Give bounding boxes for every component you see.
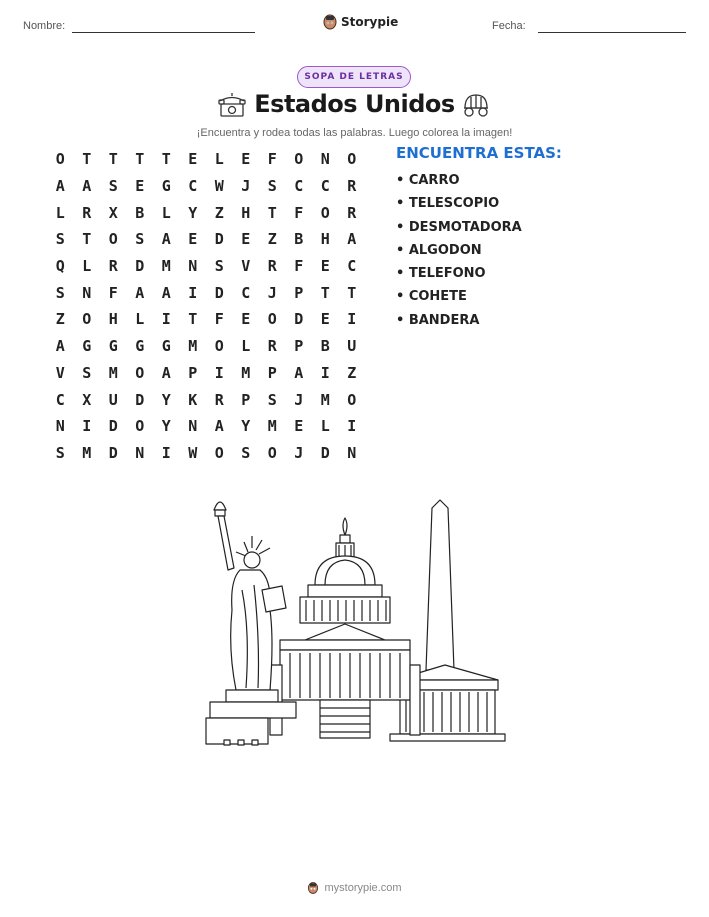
brand-logo <box>323 13 398 31</box>
grid-cell[interactable]: F <box>294 257 304 276</box>
storypie-mascot-icon <box>307 881 319 895</box>
grid-cell[interactable]: S <box>214 257 224 276</box>
grid-cell[interactable]: H <box>108 310 118 329</box>
grid-cell[interactable]: Z <box>214 203 224 222</box>
grid-cell[interactable]: F <box>294 203 304 222</box>
grid-cell[interactable]: L <box>214 150 224 169</box>
grid-cell[interactable]: T <box>267 203 277 222</box>
grid-cell[interactable]: T <box>108 150 118 169</box>
grid-cell[interactable]: J <box>294 390 304 409</box>
grid-cell[interactable]: R <box>267 337 277 356</box>
grid-cell[interactable]: S <box>55 230 65 249</box>
footer <box>0 881 709 895</box>
grid-cell[interactable]: E <box>320 310 330 329</box>
grid-cell[interactable]: I <box>320 363 330 382</box>
grid-cell[interactable]: O <box>135 417 145 436</box>
grid-cell[interactable]: D <box>320 443 330 462</box>
grid-cell[interactable]: A <box>82 177 92 196</box>
grid-cell[interactable]: E <box>241 150 251 169</box>
grid-cell[interactable]: S <box>267 390 277 409</box>
grid-cell[interactable]: W <box>214 177 224 196</box>
grid-cell[interactable]: G <box>108 337 118 356</box>
grid-cell[interactable]: T <box>161 150 171 169</box>
word-list-item: • COHETE <box>396 289 467 305</box>
grid-cell[interactable]: A <box>135 283 145 302</box>
grid-cell[interactable]: X <box>82 390 92 409</box>
grid-cell[interactable]: J <box>267 283 277 302</box>
grid-cell[interactable]: C <box>347 257 357 276</box>
grid-cell[interactable]: G <box>161 337 171 356</box>
grid-cell[interactable]: M <box>320 390 330 409</box>
grid-cell[interactable]: O <box>214 443 224 462</box>
word-list-item: • TELESCOPIO <box>396 196 500 212</box>
grid-cell[interactable]: R <box>347 203 357 222</box>
grid-cell[interactable]: C <box>241 283 251 302</box>
grid-cell[interactable]: R <box>82 203 92 222</box>
grid-cell[interactable]: E <box>188 230 198 249</box>
grid-cell[interactable]: A <box>214 417 224 436</box>
grid-cell[interactable]: I <box>347 417 357 436</box>
grid-cell[interactable]: J <box>294 443 304 462</box>
name-line[interactable] <box>72 32 255 33</box>
grid-cell[interactable]: M <box>161 257 171 276</box>
grid-cell[interactable]: C <box>294 177 304 196</box>
grid-cell[interactable]: E <box>294 417 304 436</box>
grid-cell[interactable]: E <box>241 310 251 329</box>
grid-cell[interactable]: C <box>320 177 330 196</box>
grid-cell[interactable]: Z <box>55 310 65 329</box>
grid-cell[interactable]: I <box>161 310 171 329</box>
grid-cell[interactable]: D <box>108 443 118 462</box>
grid-cell[interactable]: N <box>347 443 357 462</box>
grid-cell[interactable]: B <box>294 230 304 249</box>
grid-cell[interactable]: S <box>267 177 277 196</box>
grid-cell[interactable]: I <box>214 363 224 382</box>
grid-cell[interactable]: M <box>82 443 92 462</box>
grid-cell[interactable]: D <box>214 283 224 302</box>
grid-cell[interactable]: Q <box>55 257 65 276</box>
grid-cell[interactable]: F <box>267 150 277 169</box>
grid-cell[interactable]: Y <box>241 417 251 436</box>
grid-cell[interactable]: R <box>347 177 357 196</box>
grid-cell[interactable]: P <box>188 363 198 382</box>
grid-cell[interactable]: O <box>55 150 65 169</box>
grid-cell[interactable]: F <box>214 310 224 329</box>
grid-cell[interactable]: F <box>108 283 118 302</box>
grid-cell[interactable]: E <box>241 230 251 249</box>
grid-cell[interactable]: I <box>161 443 171 462</box>
grid-cell[interactable]: I <box>188 283 198 302</box>
grid-cell[interactable]: D <box>108 417 118 436</box>
grid-cell[interactable]: H <box>320 230 330 249</box>
grid-cell[interactable]: Z <box>347 363 357 382</box>
grid-cell[interactable]: O <box>82 310 92 329</box>
brand-name: Storypie <box>341 15 399 29</box>
grid-cell[interactable]: A <box>347 230 357 249</box>
grid-cell[interactable]: B <box>135 203 145 222</box>
grid-cell[interactable]: E <box>135 177 145 196</box>
grid-cell[interactable]: T <box>135 150 145 169</box>
grid-cell[interactable]: M <box>188 337 198 356</box>
grid-cell[interactable]: Z <box>267 230 277 249</box>
grid-cell[interactable]: L <box>320 417 330 436</box>
grid-cell[interactable]: I <box>347 310 357 329</box>
grid-cell[interactable]: A <box>161 283 171 302</box>
storypie-mascot-icon <box>323 13 337 31</box>
grid-cell[interactable]: S <box>135 230 145 249</box>
grid-cell[interactable]: I <box>82 417 92 436</box>
grid-cell[interactable]: L <box>135 310 145 329</box>
instructions: ¡Encuentra y rodea todas las palabras. Luego colorea la imagen! <box>196 127 513 139</box>
word-list-item: • DESMOTADORA <box>396 219 522 235</box>
word-list-item: • BANDERA <box>396 312 480 328</box>
grid-cell[interactable]: L <box>241 337 251 356</box>
grid-cell[interactable]: V <box>55 363 65 382</box>
word-list-item: • TELEFONO <box>396 266 486 282</box>
footer-url[interactable]: mystorypie.com <box>324 882 402 894</box>
grid-cell[interactable]: T <box>188 310 198 329</box>
grid-cell[interactable]: D <box>294 310 304 329</box>
grid-cell[interactable]: U <box>108 390 118 409</box>
grid-cell[interactable]: L <box>82 257 92 276</box>
grid-cell[interactable]: O <box>347 150 357 169</box>
grid-cell[interactable]: E <box>320 257 330 276</box>
grid-cell[interactable]: L <box>161 203 171 222</box>
grid-cell[interactable]: T <box>320 283 330 302</box>
grid-cell[interactable]: T <box>82 150 92 169</box>
grid-cell[interactable]: O <box>108 230 118 249</box>
date-line[interactable] <box>538 32 686 33</box>
grid-cell[interactable]: E <box>188 150 198 169</box>
grid-cell[interactable]: Y <box>161 390 171 409</box>
date-label: Fecha: <box>492 20 526 32</box>
grid-cell[interactable]: A <box>55 177 65 196</box>
grid-cell[interactable]: S <box>82 363 92 382</box>
covered-wagon-icon <box>461 92 491 118</box>
grid-cell[interactable]: S <box>55 283 65 302</box>
grid-cell[interactable]: L <box>55 203 65 222</box>
grid-cell[interactable]: T <box>347 283 357 302</box>
word-list-title: ENCUENTRA ESTAS: <box>396 144 562 162</box>
grid-cell[interactable]: A <box>294 363 304 382</box>
grid-cell[interactable]: O <box>320 203 330 222</box>
grid-cell[interactable]: A <box>161 363 171 382</box>
grid-cell[interactable]: P <box>241 390 251 409</box>
grid-cell[interactable]: M <box>267 417 277 436</box>
grid-cell[interactable]: O <box>267 310 277 329</box>
grid-cell[interactable]: B <box>320 337 330 356</box>
grid-cell[interactable]: J <box>241 177 251 196</box>
grid-cell[interactable]: M <box>241 363 251 382</box>
grid-cell[interactable]: Y <box>188 203 198 222</box>
grid-cell[interactable]: A <box>55 337 65 356</box>
grid-cell[interactable]: A <box>161 230 171 249</box>
grid-cell[interactable]: N <box>320 150 330 169</box>
grid-cell[interactable]: R <box>214 390 224 409</box>
grid-cell[interactable]: C <box>55 390 65 409</box>
grid-cell[interactable]: S <box>55 443 65 462</box>
grid-cell[interactable]: D <box>214 230 224 249</box>
grid-cell[interactable]: D <box>135 257 145 276</box>
word-list-item: • ALGODON <box>396 242 482 258</box>
grid-cell[interactable]: R <box>267 257 277 276</box>
grid-cell[interactable]: K <box>188 390 198 409</box>
grid-cell[interactable]: P <box>267 363 277 382</box>
grid-cell[interactable]: R <box>108 257 118 276</box>
grid-cell[interactable]: N <box>82 283 92 302</box>
grid-cell[interactable]: O <box>214 337 224 356</box>
grid-cell[interactable]: O <box>347 390 357 409</box>
word-list <box>396 171 522 334</box>
grid-cell[interactable]: W <box>188 443 198 462</box>
word-list-item: • CARRO <box>396 173 460 188</box>
grid-cell[interactable]: V <box>241 257 251 276</box>
grid-cell[interactable]: M <box>108 363 118 382</box>
grid-cell[interactable]: D <box>135 390 145 409</box>
grid-cell[interactable]: C <box>188 177 198 196</box>
grid-cell[interactable]: O <box>294 150 304 169</box>
us-landmarks-illustration <box>200 490 510 752</box>
name-label: Nombre: <box>23 20 66 32</box>
grid-cell[interactable]: N <box>188 417 198 436</box>
grid-cell[interactable]: G <box>135 337 145 356</box>
category-badge: SOPA DE LETRAS <box>297 66 411 88</box>
grid-cell[interactable]: U <box>347 337 357 356</box>
grid-cell[interactable]: G <box>82 337 92 356</box>
grid-cell[interactable]: Y <box>161 417 171 436</box>
grid-cell[interactable]: O <box>267 443 277 462</box>
grid-cell[interactable]: N <box>55 417 65 436</box>
grid-cell[interactable]: S <box>108 177 118 196</box>
grid-cell[interactable]: P <box>294 283 304 302</box>
grid-cell[interactable]: X <box>108 203 118 222</box>
grid-cell[interactable]: P <box>294 337 304 356</box>
grid-cell[interactable]: N <box>188 257 198 276</box>
grid-cell[interactable]: S <box>241 443 251 462</box>
grid-cell[interactable]: N <box>135 443 145 462</box>
grid-cell[interactable]: G <box>161 177 171 196</box>
grid-cell[interactable]: H <box>241 203 251 222</box>
word-search-grid <box>47 146 365 466</box>
page-title: Estados Unidos <box>254 90 455 118</box>
grid-cell[interactable]: T <box>82 230 92 249</box>
grid-cell[interactable]: O <box>135 363 145 382</box>
